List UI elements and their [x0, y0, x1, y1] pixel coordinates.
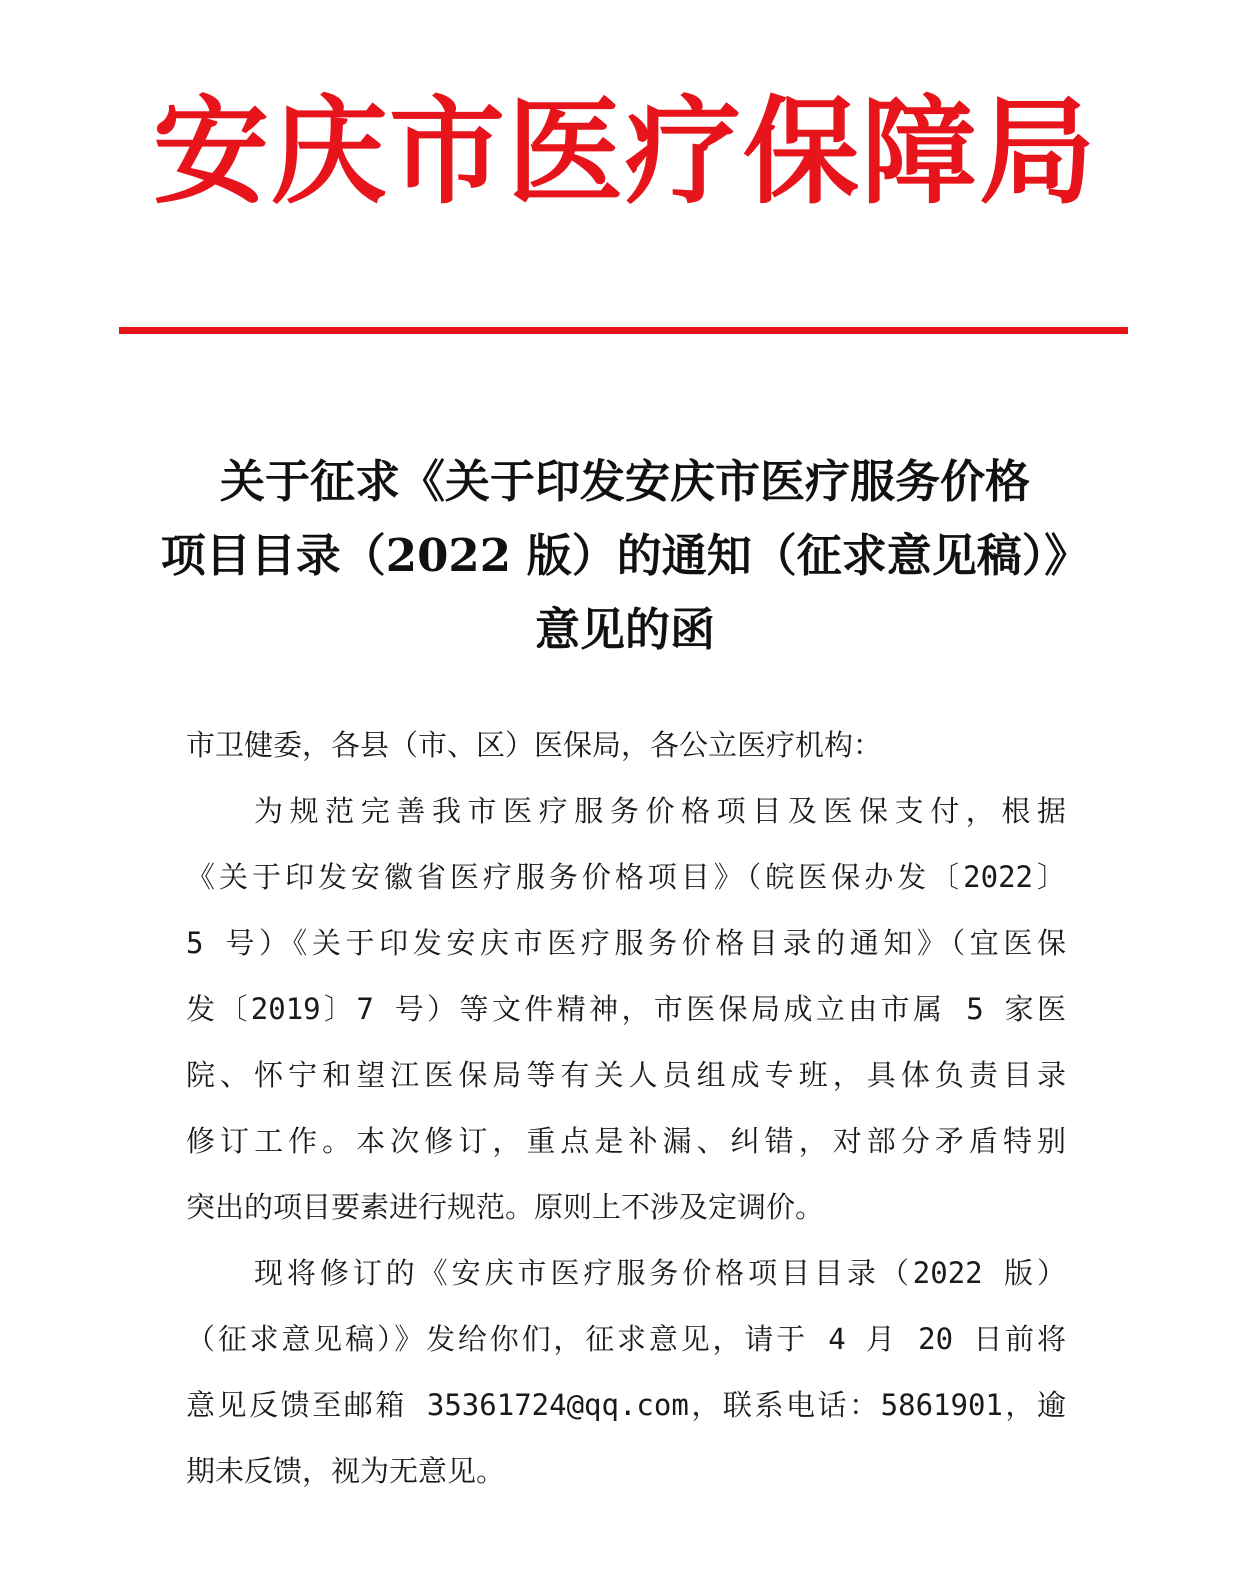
title-line: 关于征求《关于印发安庆市医疗服务价格: [219, 455, 1030, 508]
paragraph-line: 5 号）《关于印发安庆市医疗服务价格目录的通知》（宜医保: [186, 926, 1066, 960]
paragraph-line: 《关于印发安徽省医疗服务价格项目》（皖医保办发〔2022〕: [186, 860, 1066, 894]
paragraph-line: 突出的项目要素进行规范。原则上不涉及定调价。: [186, 1190, 825, 1224]
masthead-red-rule: [119, 327, 1128, 334]
paragraph-line: 修订工作。本次修订，重点是补漏、纠错，对部分矛盾特别: [186, 1124, 1066, 1158]
paragraph-line: 期未反馈，视为无意见。: [186, 1454, 506, 1488]
masthead-title: 安庆市医疗保障局: [153, 84, 1097, 220]
paragraph-line: （征求意见稿）》发给你们，征求意见，请于 4 月 20 日前将: [186, 1322, 1066, 1356]
title-line: 意见的函: [534, 603, 715, 656]
paragraph-line: 为规范完善我市医疗服务价格项目及医保支付，根据: [254, 794, 1066, 828]
paragraph-line: 现将修订的《安庆市医疗服务价格项目目录（2022 版）: [254, 1256, 1066, 1290]
paragraph-line: 院、怀宁和望江医保局等有关人员组成专班，具体负责目录: [186, 1058, 1066, 1092]
salutation: 市卫健委，各县（市、区）医保局，各公立医疗机构：: [186, 728, 883, 762]
document-title: [160, 445, 1090, 667]
paragraph-line: 意见反馈至邮箱 35361724@qq.com，联系电话：5861901，逾: [186, 1388, 1066, 1422]
paragraph-line: 发〔2019〕7 号）等文件精神，市医保局成立由市属 5 家医: [186, 992, 1066, 1026]
document-body: [186, 712, 1066, 1504]
title-line: 项目目录（2022 版）的通知（征求意见稿）》: [160, 529, 1090, 582]
